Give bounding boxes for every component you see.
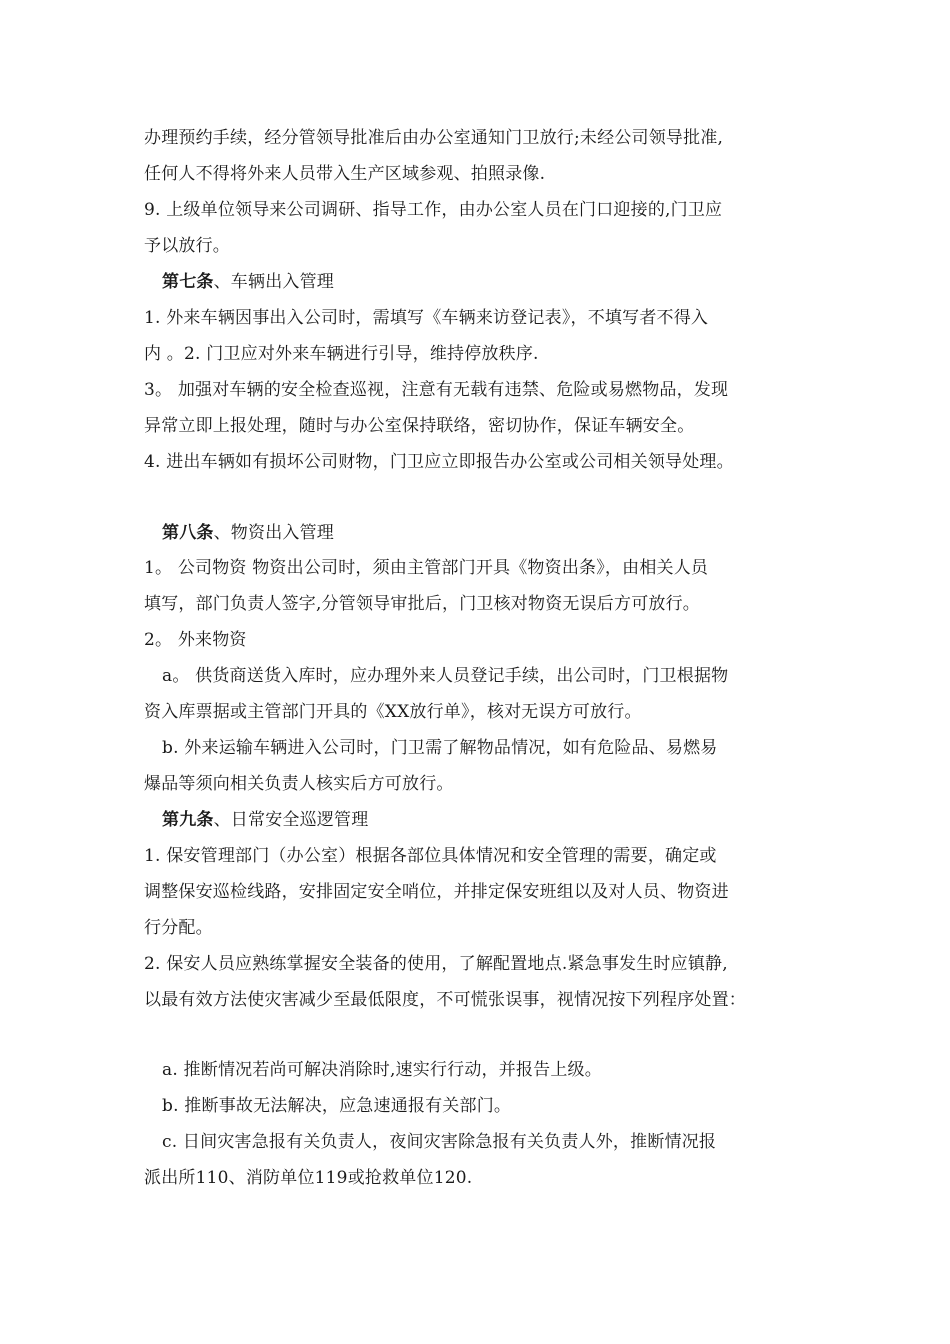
text-line: 任何人不得将外来人员带入生产区域参观、拍照录像. [144,164,546,184]
section-heading-7 [162,271,334,293]
text-line: 3。 加强对车辆的安全检查巡视，注意有无载有违禁、危险或易燃物品，发现 [144,380,729,400]
text-line: 1。 公司物资 物资出公司时，须由主管部门开具《物资出条》，由相关人员 [144,558,709,578]
text-line: 内 。2. 门卫应对外来车辆进行引导，维持停放秩序. [144,344,539,364]
heading-title: 、日常安全巡逻管理 [213,810,369,830]
text-line: 派出所110、消防单位119或抢救单位120. [144,1168,473,1188]
text-line: a. 推断情况若尚可解决消除时,速实行行动，并报告上级。 [162,1060,602,1080]
text-line: 调整保安巡检线路，安排固定安全哨位，并排定保安班组以及对人员、物资进 [144,882,729,902]
text-line: 填写，部门负责人签字,分管领导审批后，门卫核对物资无误后方可放行。 [144,594,701,614]
text-line: 1. 保安管理部门（办公室）根据各部位具体情况和安全管理的需要，确定或 [144,846,717,866]
text-line: 办理预约手续，经分管领导批准后由办公室通知门卫放行;未经公司领导批准, [144,128,724,148]
text-line: 4. 进出车辆如有损坏公司财物，门卫应立即报告办公室或公司相关领导处理。 [144,452,734,472]
heading-number: 第七条 [162,272,214,292]
text-line: 9. 上级单位领导来公司调研、指导工作，由办公室人员在门口迎接的,门卫应 [144,200,723,220]
text-line: 2. 保安人员应熟练掌握安全装备的使用，了解配置地点.紧急事发生时应镇静, [144,954,728,974]
section-heading-8 [162,522,334,544]
text-line: b. 推断事故无法解决，应急速通报有关部门。 [162,1096,512,1116]
text-line: b. 外来运输车辆进入公司时，门卫需了解物品情况，如有危险品、易燃易 [162,738,718,758]
text-line: 爆品等须向相关负责人核实后方可放行。 [144,774,454,794]
text-line: 以最有效方法使灾害减少至最低限度，不可慌张误事，视情况按下列程序处置： [144,990,746,1010]
text-line: 1. 外来车辆因事出入公司时，需填写《车辆来访登记表》，不填写者不得入 [144,308,709,328]
heading-number: 第八条 [162,523,214,543]
text-line: 行分配。 [144,918,213,938]
text-line: 予以放行。 [144,236,230,256]
text-line: 异常立即上报处理，随时与办公室保持联络，密切协作，保证车辆安全。 [144,416,695,436]
text-line: 2。 外来物资 [144,630,247,650]
text-line: c. 日间灾害急报有关负责人，夜间灾害除急报有关负责人外，推断情况报 [162,1132,717,1152]
heading-title: 、物资出入管理 [213,523,335,543]
text-line: 资入库票据或主管部门开具的《XX放行单》，核对无误方可放行。 [144,702,642,722]
heading-number: 第九条 [162,810,214,830]
text-line: a。 供货商送货入库时，应办理外来人员登记手续，出公司时，门卫根据物 [162,666,729,686]
heading-title: 、车辆出入管理 [213,272,335,292]
section-heading-9 [162,809,368,831]
